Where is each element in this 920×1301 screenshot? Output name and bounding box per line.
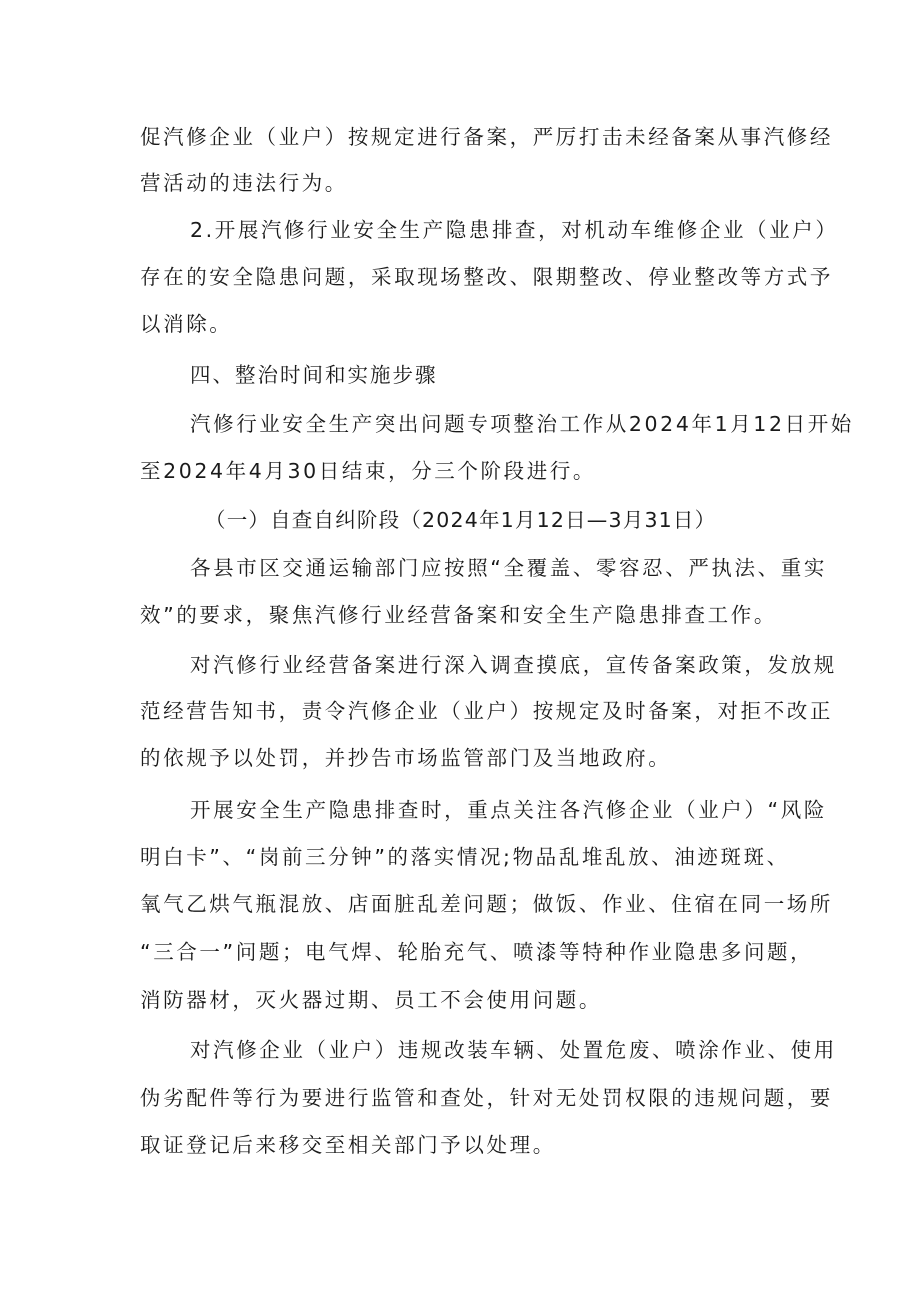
paragraph-line: 明白卡”、“岗前三分钟”的落实情况;物品乱堆乱放、油迹斑斑、 — [140, 845, 790, 869]
subsection-heading: （一）自查自纠阶段（2024年1月12日—3月31日） — [205, 508, 717, 532]
paragraph-line: 的依规予以处罚，并抄告市场监管部门及当地政府。 — [140, 746, 672, 770]
paragraph-line: 氧气乙烘气瓶混放、店面脏乱差问题；做饭、作业、住宿在同一场所 — [140, 892, 833, 916]
section-heading: 四、整治时间和实施步骤 — [190, 363, 438, 387]
paragraph-line: 以消除。 — [140, 312, 233, 336]
paragraph-line: 开展安全生产隐患排查时，重点关注各汽修企业（业户）“风险 — [190, 798, 827, 822]
paragraph-line: 对汽修企业（业户）违规改装车辆、处置危废、喷涂作业、使用 — [190, 1038, 837, 1062]
paragraph-line: 营活动的违法行为。 — [140, 171, 348, 195]
paragraph-line: 各县市区交通运输部门应按照“全覆盖、零容忍、严执法、重实 — [190, 556, 827, 580]
paragraph-line: 2.开展汽修行业安全生产隐患排查，对机动车维修企业（业户） — [190, 218, 839, 242]
paragraph-line: “三合一”问题；电气焊、轮胎充气、喷漆等特种作业隐患多问题， — [140, 940, 814, 964]
paragraph-line: 取证登记后来移交至相关部门予以处理。 — [140, 1133, 556, 1157]
paragraph-line: 至2024年4月30日结束，分三个阶段进行。 — [140, 459, 596, 483]
paragraph-line: 消防器材，灭火器过期、员工不会使用问题。 — [140, 988, 602, 1012]
paragraph-line: 促汽修企业（业户）按规定进行备案，严厉打击未经备案从事汽修经 — [140, 125, 833, 149]
paragraph-line: 范经营告知书，责令汽修企业（业户）按规定及时备案，对拒不改正 — [140, 699, 833, 723]
paragraph-line: 伪劣配件等行为要进行监管和查处，针对无处罚权限的违规问题，要 — [140, 1086, 833, 1110]
paragraph-line: 对汽修行业经营备案进行深入调查摸底，宣传备案政策，发放规 — [190, 653, 837, 677]
paragraph-line: 汽修行业安全生产突出问题专项整治工作从2024年1月12日开始 — [190, 412, 854, 436]
paragraph-line: 存在的安全隐患问题，采取现场整改、限期整改、停业整改等方式予 — [140, 265, 833, 289]
paragraph-line: 效”的要求，聚焦汽修行业经营备案和安全生产隐患排查工作。 — [140, 603, 777, 627]
